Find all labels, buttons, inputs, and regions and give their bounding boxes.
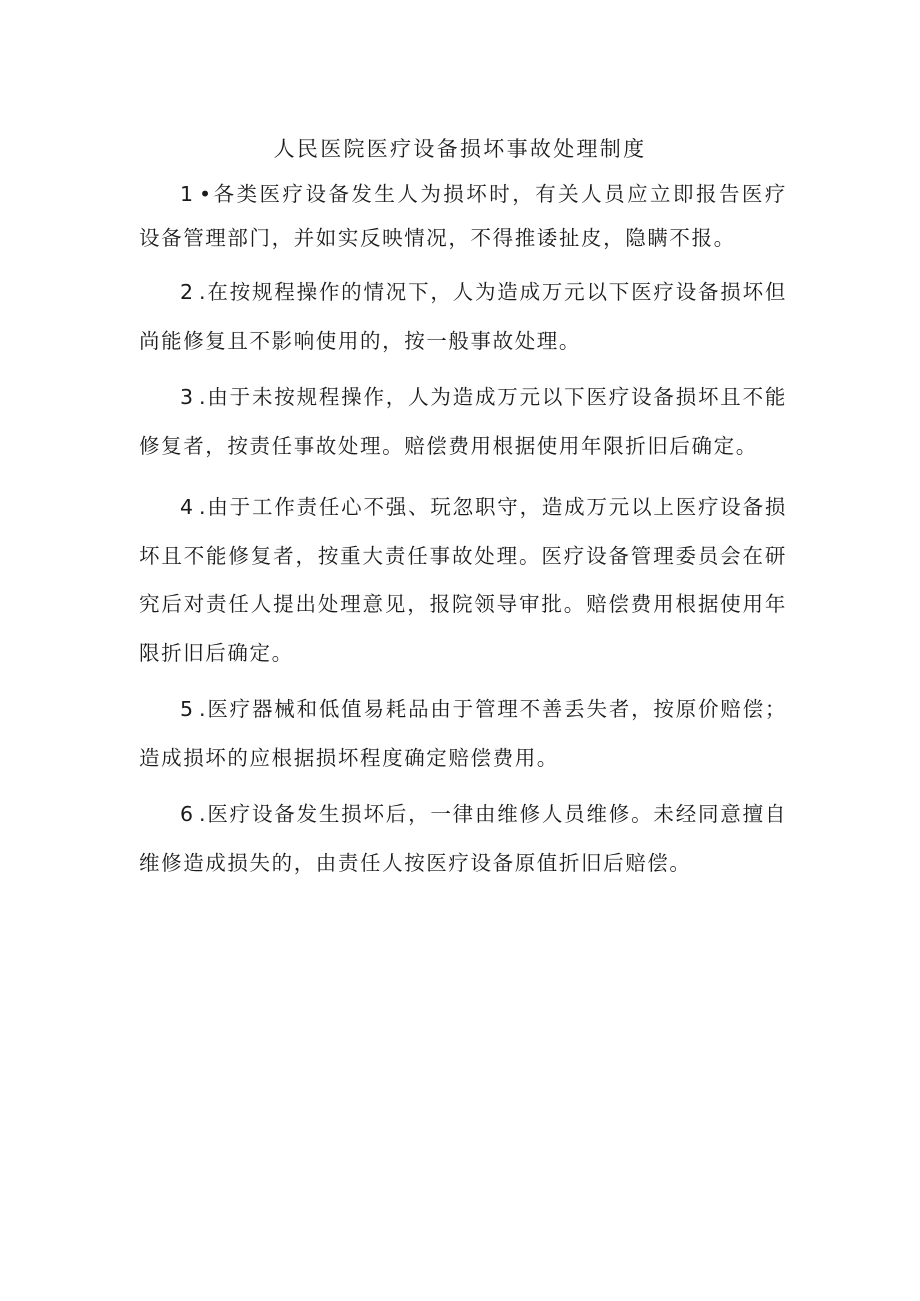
paragraph-2 — [139, 268, 787, 365]
paragraph-number: 1 — [180, 182, 200, 206]
paragraph-text: .由于未按规程操作，人为造成万元以下医疗设备损坏且不能修复者，按责任事故处理。赔偿费用根据使用年限折旧后确定。 — [139, 385, 787, 458]
paragraph-text: .由于工作责任心不强、玩忽职守，造成万元以上医疗设备损坏且不能修复者，按重大责任事故处理。医疗设备管理委员会在研究后对责任人提出处理意见，报院领导审批。赔偿费用根据使用年限折旧后确定。 — [139, 495, 787, 665]
paragraph-text: •各类医疗设备发生人为损坏时，有关人员应立即报告医疗设备管理部门，并如实反映情况，不得推诿扯皮，隐瞒不报。 — [139, 182, 787, 250]
document-body — [139, 172, 787, 887]
paragraph-number: 5 — [180, 697, 200, 721]
paragraph-4 — [139, 483, 787, 677]
paragraph-text: .医疗设备发生损坏后，一律由维修人员维修。未经同意擅自维修造成损失的，由责任人按医疗设备原值折旧后赔偿。 — [139, 802, 787, 875]
paragraph-number: 3 — [180, 385, 200, 409]
paragraph-text: .医疗器械和低值易耗品由于管理不善丢失者，按原价赔偿；造成损坏的应根据损坏程度确定赔偿费用。 — [139, 697, 787, 770]
paragraph-number: 4 — [180, 495, 200, 519]
paragraph-5 — [139, 685, 787, 782]
paragraph-number: 2 — [180, 280, 200, 304]
paragraph-1 — [139, 172, 787, 260]
paragraph-text: .在按规程操作的情况下，人为造成万元以下医疗设备损坏但尚能修复且不影响使用的，按一般事故处理。 — [139, 280, 787, 353]
document-title: 人民医院医疗设备损坏事故处理制度 — [273, 137, 647, 161]
paragraph-3 — [139, 373, 787, 470]
paragraph-6 — [139, 790, 787, 887]
paragraph-number: 6 — [180, 802, 200, 826]
